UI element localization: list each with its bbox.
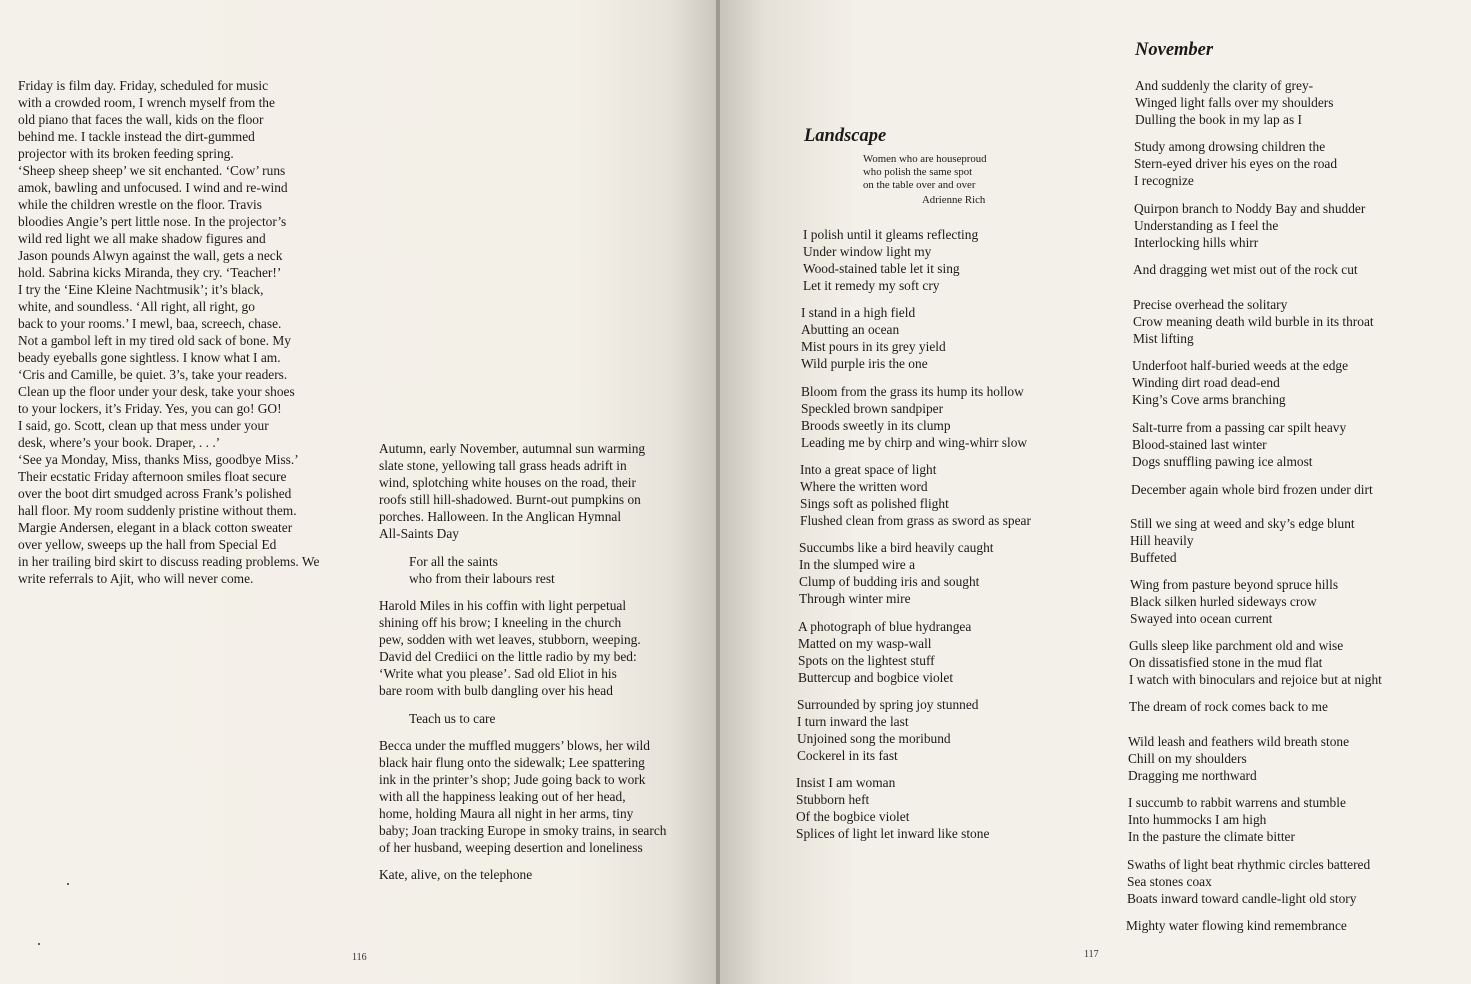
november-stanza: Underfoot half-buried weeds at the edge Winding dirt road dead-end King’s Cove arms branching — [1132, 358, 1349, 407]
landscape-stanza: Bloom from the grass its hump its hollow Speckled brown sandpiper Broods sweetly in its clump Leading me by chirp and wing-whirr slow — [801, 384, 1028, 450]
autumn-paragraph: Autumn, early November, autumnal sun warming slate stone, yellowing tall grass heads adrift in wind, splotching white houses on the road, their roofs still hill-shadowed. Burnt-out pumpkins on porches. Halloween. In the Anglican Hymnal All-Saints Day — [379, 441, 646, 541]
page-number: 117 — [1084, 949, 1099, 960]
november-stanza: Wing from pasture beyond spruce hills Black silken hurled sideways crow Swayed into ocean current — [1130, 577, 1339, 626]
landscape-stanza: Insist I am woman Stubborn heft Of the bogbice violet Splices of light let inward like stone — [796, 775, 990, 841]
landscape-stanza: Succumbs like a bird heavily caught In the slumped wire a Clump of budding iris and sought Through winter mire — [799, 540, 994, 606]
landscape-stanza: Into a great space of light Where the written word Sings soft as polished flight Flushed clean from grass as sword as spear — [800, 462, 1031, 528]
november-stanza: Mighty water flowing kind remembrance — [1126, 918, 1347, 933]
speck — [38, 943, 40, 945]
hymn-quote-2: Teach us to care — [409, 711, 496, 726]
harold-paragraph: Harold Miles in his coffin with light perpetual shining off his brow; I kneeling in the church pew, sodden with wet leaves, stubborn, weeping. David del Crediici on the little radio by my bed: ‘Write what you please’. Sad old Eliot in his bare room with bulb dangling over his head — [379, 598, 641, 698]
november-stanza: I succumb to rabbit warrens and stumble Into hummocks I am high In the pasture the climate bitter — [1128, 795, 1346, 844]
november-stanza: Quirpon branch to Noddy Bay and shudder Understanding as I feel the Interlocking hills whirr — [1134, 201, 1366, 250]
november-stanza: December again whole bird frozen under dirt — [1131, 482, 1373, 497]
landscape-stanza: I stand in a high field Abutting an ocean Mist pours in its grey yield Wild purple iris the one — [801, 305, 946, 371]
landscape-stanza: Surrounded by spring joy stunned I turn inward the last Unjoined song the moribund Cockerel in its fast — [797, 697, 979, 763]
november-stanza: Study among drowsing children the Stern-eyed driver his eyes on the road I recognize — [1134, 139, 1338, 188]
november-title: November — [1135, 40, 1214, 60]
becca-paragraph: Becca under the muffled muggers’ blows, her wild black hair flung onto the sidewalk; Lee spattering ink in the printer’s shop; Jude going back to work with all the happiness leaking out of her head, home, holding Maura all night in her arms, tiny baby; Joan tracking Europe in smoky trains, in search of her husband, weeping desertion and loneliness — [379, 738, 667, 855]
kate-line: Kate, alive, on the telephone — [379, 867, 533, 882]
speck — [67, 883, 69, 885]
landscape-title: Landscape — [804, 126, 887, 146]
landscape-stanza: I polish until it gleams reflecting Under window light my Wood-stained table let it sing Let it remedy my soft cry — [803, 227, 979, 293]
november-stanza: The dream of rock comes back to me — [1129, 699, 1328, 714]
right-page — [720, 0, 1471, 984]
hymn-quote: For all the saints who from their labours rest — [409, 554, 555, 586]
landscape-epigraph: Women who are houseproud who polish the same spot on the table over and over — [863, 153, 987, 192]
page-number: 116 — [352, 952, 367, 963]
november-stanza: Wild leash and feathers wild breath stone Chill on my shoulders Dragging me northward — [1128, 734, 1350, 783]
landscape-stanza: A photograph of blue hydrangea Matted on my wasp-wall Spots on the lightest stuff Buttercup and bogbice violet — [798, 619, 972, 685]
left-page — [0, 0, 720, 984]
november-stanza: Salt-turre from a passing car spilt heavy Blood-stained last winter Dogs snuffling pawing ice almost — [1132, 420, 1347, 469]
film-day-paragraph: Friday is film day. Friday, scheduled for music with a crowded room, I wrench myself from the old piano that faces the wall, kids on the floor behind me. I tackle instead the dirt-gummed projector with its broken feeding spring. ‘Sheep sheep sheep’ we sit enchanted. ‘Cow’ runs amok, bawling and unfocused. I wind and re-wind while the children wrestle on the floor. Travis bloodies Angie’s pert little nose. In the projector’s wild red light we all make shadow figures and Jason pounds Alwyn against the wall, gets a neck hold. Sabrina kicks Miranda, they cry. ‘Teacher!’ I try the ‘Eine Kleine Nachtmusik’; it’s black, white, and soundless. ‘All right, all right, go back to your rooms.’ I mewl, baa, screech, chase. Not a gambol left in my tired old sack of bone. My beady eyeballs gone sightless. I know what I am. ‘Cris and Camille, be quiet. 3’s, take your readers. Clean up the floor under your desk, take your shoes to your lockers, it’s Friday. Yes, you can go! GO! I said, go. Scott, clean up that mess under your desk, where’s your book. Draper, . . .’ ‘See ya Monday, Miss, thanks Miss, goodbye Miss.’ Their ecstatic Friday afternoon smiles float secure over the boot dirt smudged across Frank’s polished hall floor. My room suddenly pristine without them. Margie Andersen, elegant in a black cotton sweater over yellow, sweeps up the hall from Special Ed in her trailing bird skirt to discuss reading problems. We write referrals to Ajit, who will never come. — [18, 78, 320, 586]
november-stanza: Swaths of light beat rhythmic circles battered Sea stones coax Boats inward toward candle-light old story — [1127, 857, 1371, 906]
epigraph-author: Adrienne Rich — [922, 194, 986, 206]
november-stanza: And dragging wet mist out of the rock cut — [1133, 262, 1358, 277]
november-stanza: Still we sing at weed and sky’s edge blunt Hill heavily Buffeted — [1130, 516, 1355, 565]
november-stanza: Precise overhead the solitary Crow meaning death wild burble in its throat Mist lifting — [1133, 297, 1374, 346]
november-stanza: And suddenly the clarity of grey- Winged light falls over my shoulders Dulling the book in my lap as I — [1135, 78, 1334, 127]
november-stanza: Gulls sleep like parchment old and wise On dissatisfied stone in the mud flat I watch with binoculars and rejoice but at night — [1129, 638, 1382, 687]
